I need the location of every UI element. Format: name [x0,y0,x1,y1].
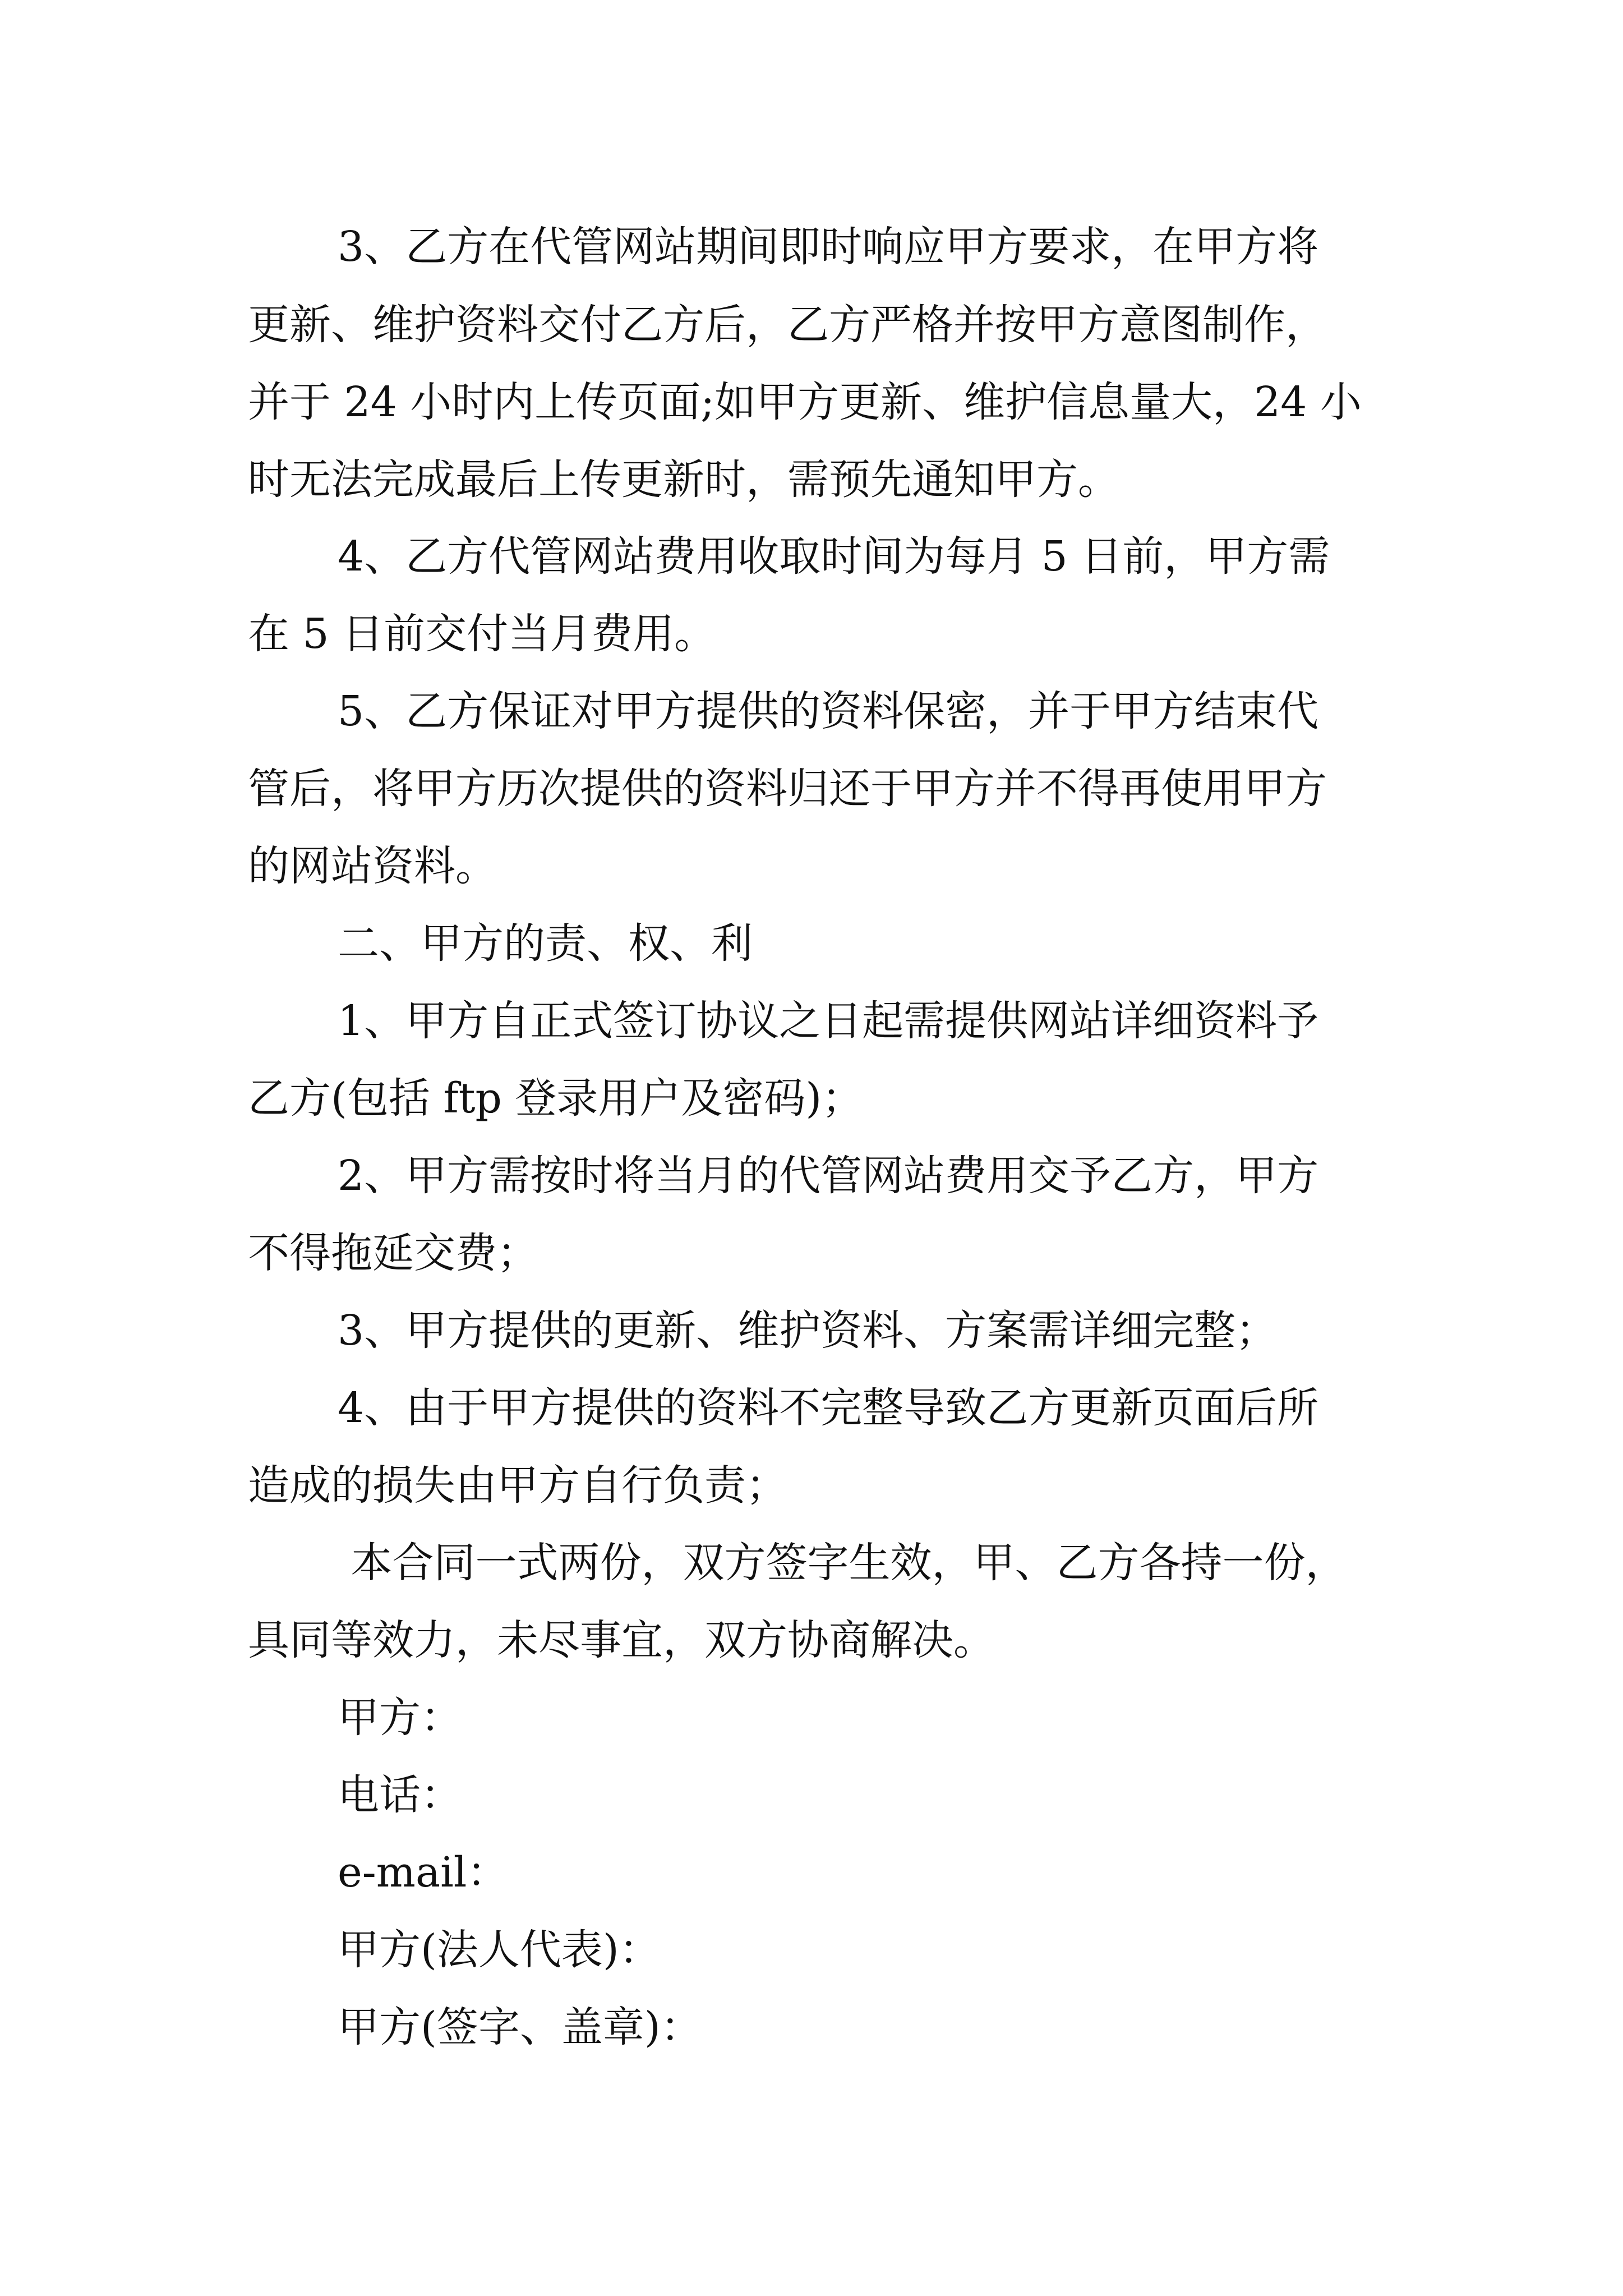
party-a-clause-1-line-1: 1、甲方自正式签订协议之日起需提供网站详细资料予 [338,997,1319,1045]
clause-5-line-1: 5、乙方保证对甲方提供的资料保密，并于甲方结束代 [338,687,1319,735]
party-a-clause-1-line-2: 乙方(包括 ftp 登录用户及密码)； [248,1074,864,1122]
contract-closing-line-1: 本合同一式两份，双方签字生效，甲、乙方各持一份， [338,1539,1347,1587]
party-a-clause-4-line-1: 4、由于甲方提供的资料不完整导致乙方更新页面后所 [338,1384,1319,1432]
clause-4-line-2: 在 5 日前交付当月费用。 [248,610,716,658]
clause-3-line-1: 3、乙方在代管网站期间即时响应甲方要求，在甲方将 [338,223,1319,271]
party-a-clause-3: 3、甲方提供的更新、维护资料、方案需详细完整； [338,1306,1278,1355]
section-heading: 二、甲方的责、权、利 [338,919,753,968]
signature-party-a: 甲方： [338,1694,462,1742]
clause-4-line-1: 4、乙方代管网站费用收取时间为每月 5 日前，甲方需 [338,532,1330,581]
clause-5-line-2: 管后，将甲方历次提供的资料归还于甲方并不得再使用甲方 [248,765,1327,813]
clause-3-line-3: 并于 24 小时内上传页面;如甲方更新、维护信息量大，24 小 [248,378,1362,426]
party-a-clause-4-line-2: 造成的损失由甲方自行负责； [248,1461,787,1510]
party-a-clause-2-line-1: 2、甲方需按时将当月的代管网站费用交予乙方，甲方 [338,1152,1319,1200]
party-a-clause-2-line-2: 不得拖延交费； [248,1229,538,1277]
signature-seal: 甲方(签字、盖章)： [338,2003,702,2051]
clause-5-line-3: 的网站资料。 [248,842,497,890]
signature-email: e-mail： [338,1848,509,1897]
clause-3-line-2: 更新、维护资料交付乙方后，乙方严格并按甲方意图制作， [248,301,1327,349]
clause-3-line-4: 时无法完成最后上传更新时，需预先通知甲方。 [248,455,1119,504]
signature-phone: 电话： [338,1771,462,1819]
contract-closing-line-2: 具同等效力，未尽事宜，双方协商解决。 [248,1616,995,1664]
signature-legal-rep: 甲方(法人代表)： [338,1926,661,1974]
